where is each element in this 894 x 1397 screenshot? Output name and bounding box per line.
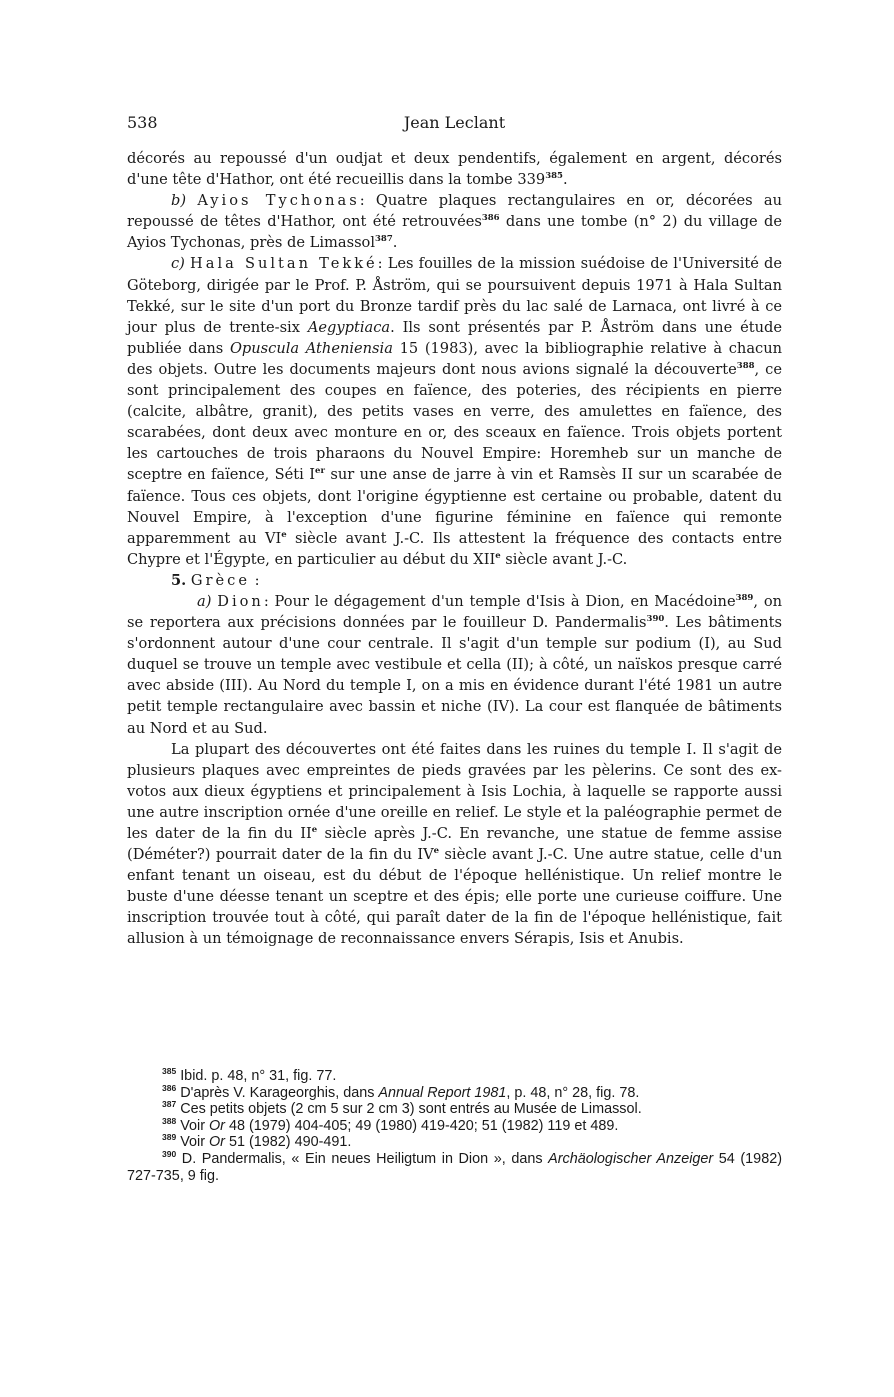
running-head: Jean Leclant [403,113,506,132]
footnotes [127,1068,782,1184]
section-heading-grece: 5. Grèce : [171,571,260,589]
footnote-ref[interactable]: 385 [545,171,563,182]
paragraph-dion-finds: La plupart des découvertes ont été faites dans les ruines du temple I. Il s'agit de plusieurs plaques avec empreintes de pieds gravées par les pèlerins. Ce sont des ex-votos aux dieux égyptiens et principalement à Isis Lochia, à laquelle se rapporte aussi une autre inscription ornée d'une oreille en relief. Le style et la paléographie permet de les dater de la fin du IIe siècle après J.-C. En revanche, une statue de femme assise (Déméter?) pourrait dater de la fin du IVe siècle avant J.-C. Une autre statue, celle d'un enfant tenant un oiseau, est du début de l'époque hellénistique. Un relief montre le buste d'une déesse tenant un sceptre et des épis; elle porte une curieuse coiffure. Une inscription trouvée tout à côté, qui paraît dater de la fin de l'époque hellénistique, fait allusion à un témoignage de reconnaissance envers Sérapis, Isis et Anubis. [127,740,782,948]
footnote-390: $^{390}$ D. Pandermalis, « Ein neues Heiligtum in Dion », dans Archäologischer Anzeiger 54 (1982) 727-735, 9 fig. [127,1149,782,1184]
footnote-388: $^{388}$ Voir Or 48 (1979) 404-405; 49 (1980) 419-420; 51 (1982) 119 et 489. [162,1115,619,1134]
footnote-ref[interactable]: 386 [481,213,500,224]
section-title: Grèce [190,571,250,589]
footnote-389: $^{389}$ Voir Or 51 (1982) 490-491. [162,1132,352,1151]
paragraph-dion: a) Dion: Pour le dégagement d'un temple d'Isis à Dion, en Macédoine$^{389}$, on se reportera aux précisions données par le fouilleur D. Pandermalis$^{390}$. Les bâtiments s'ordonnent autour d'une cour centrale. Il s'agit d'un temple sur podium (I), au Sud duquel se trouve un temple avec vestibule et cella (II); à côté, un naïskos presque carré avec abside (III). Au Nord du temple I, on a mis en évidence durant l'été 1981 un autre petit temple rectangulaire avec bassin et niche (IV). La cour est flanquée de bâtiments au Nord et au Sud. [127,592,782,737]
footnote-ref[interactable]: 389 [735,593,754,604]
page-body [127,148,782,950]
page-header [127,113,782,139]
footnote-ref[interactable]: 387 [375,234,393,245]
main-text [127,148,782,950]
footnote-ref[interactable]: 390 [646,614,665,625]
site-name: Hala Sultan Tekké [190,255,378,273]
paragraph-ayios-tychonas: b) Ayios Tychonas: Quatre plaques rectangulaires en or, décorées au repoussé de têtes d'Hathor, ont été retrouvées$^{386}$ dans une tombe (n° 2) du village de Ayios Tychonas, près de Limassol$^{387}$. [127,192,783,252]
footnote-387: $^{387}$ Ces petits objets (2 cm 5 sur 2 cm 3) sont entrés au Musée de Limassol. [162,1099,642,1118]
site-name: Ayios Tychonas [197,192,360,210]
site-name: Dion [217,592,264,610]
paragraph-1: décorés au repoussé d'un oudjat et deux pendentifs, également en argent, décorés d'une tête d'Hathor, ont été recueillis dans la tombe $339^{385}$. [127,150,782,189]
page-number: 538 [127,113,158,132]
paragraph-hala-sultan-tekke: c) Hala Sultan Tekké: Les fouilles de la mission suédoise de l'Université de Göteborg, dirigée par le Prof. P. Åström, qui se poursuivent depuis 1971 à Hala Sultan Tekké, sur le site d'un port du Bronze tardif près du lac salé de Larnaca, ont livré à ce jour plus de trente-six Aegyptiaca. Ils sont présentés par P. Åström dans une étude publiée dans Opuscula Atheniensia 15 (1983), avec la bibliographie relative à chacun des objets. Outre les documents majeurs dont nous avions signalé la découverte$^{388}$, ce sont principalement des coupes en faïence, des poteries, des récipients en pierre (calcite, albâtre, granit), des petits vases en verre, des amulettes en faïence, des scarabées, dont deux avec monture en or, des sceaux en faïence. Trois objets portent les cartouches de trois pharaons du Nouvel Empire: Horemheb sur un manche de sceptre en faïence, Séti Ier sur une anse de jarre à vin et Ramsès II sur un scarabée de faïence. Tous ces objets, dont l'origine égyptienne est certaine ou probable, datent du Nouvel Empire, à l'exception d'une figurine féminine en faïence qui remonte apparemment au VIe siècle avant J.-C. Ils attestent la fréquence des contacts entre Chypre et l'Égypte, en particulier au début du XIIe siècle avant J.-C. [127,255,782,568]
footnote-386: $^{386}$ D'après V. Karageorghis, dans Annual Report 1981, p. 48, n° 28, fig. 78. [162,1082,640,1101]
footnote-ref[interactable]: 388 [736,361,755,372]
footnote-385: $^{385}$ Ibid. p. 48, n° 31, fig. 77. [162,1066,337,1084]
